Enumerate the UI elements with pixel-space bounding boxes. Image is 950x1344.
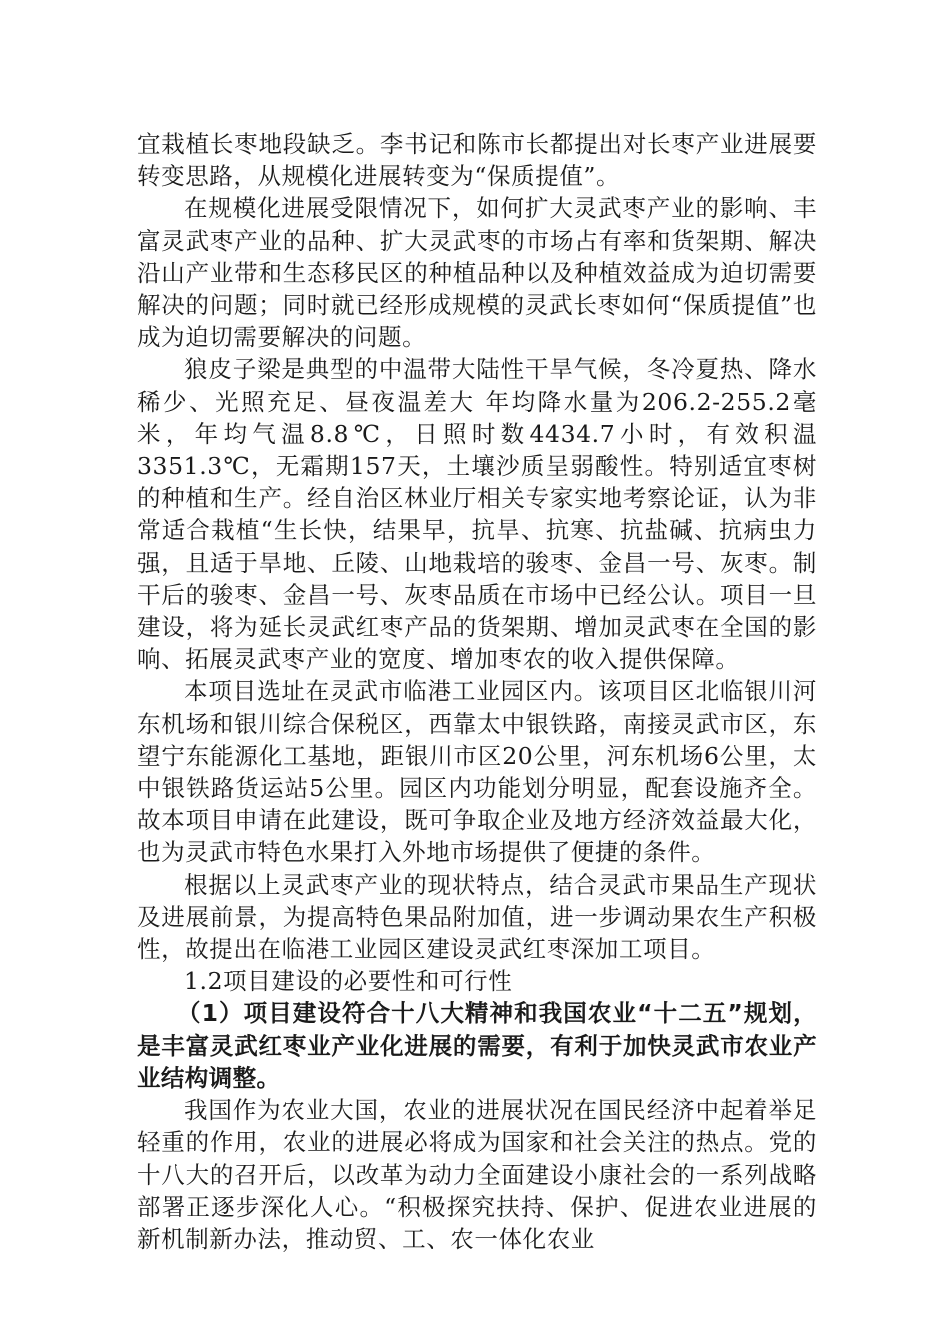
document-body <box>137 128 817 1255</box>
paragraph-development-constraints: 在规模化进展受限情况下，如何扩大灵武枣产业的影响、丰富灵武枣产业的品种、扩大灵武枣的市场占有率和货架期、解决沿山产业带和生态移民区的种植品种以及种植效益成为迫切需要解决的问题；同时就已经形成规模的灵武长枣如何“保质提值”也成为迫切需要解决的问题。 <box>137 194 817 352</box>
paragraph-project-proposal: 根据以上灵武枣产业的现状特点，结合灵武市果品生产现状及进展前景，为提高特色果品附加值，进一步调动果农生产积极性，故提出在临港工业园区建设灵武红枣深加工项目。 <box>137 870 817 964</box>
subsection-heading: （1）项目建设符合十八大精神和我国农业“十二五”规划，是丰富灵武红枣业产业化进展的需要，有利于加快灵武市农业产业结构调整。 <box>137 999 817 1092</box>
paragraph-climate-conditions: 狼皮子梁是典型的中温带大陆性干旱气候，冬冷夏热、降水稀少、光照充足、昼夜温差大 年均降水量为206.2-255.2毫米，年均气温8.8℃，日照时数4434.7小时，有效积温3351.3℃，无霜期157天，土壤沙质呈弱酸性。特别适宜枣树的种植和生产。经自治区林业厅相关专家实地考察论证，认为非常适合栽植“生长快，结果早，抗旱、抗寒、抗盐碱、抗病虫力强，且适于旱地、丘陵、山地栽培的骏枣、金昌一号、灰枣。制干后的骏枣、金昌一号、灰枣品质在市场中已经公认。项目一旦建设，将为延长灵武红枣产品的货架期、增加灵武枣在全国的影响、拓展灵武枣产业的宽度、增加枣农的收入提供保障。 <box>137 355 817 674</box>
paragraph-continuation: 宜栽植长枣地段缺乏。李书记和陈市长都提出对长枣产业进展要转变思路，从规模化进展转变为“保质提值”。 <box>137 130 817 191</box>
paragraph-agriculture-importance: 我国作为农业大国，农业的进展状况在国民经济中起着举足轻重的作用，农业的进展必将成为国家和社会关注的热点。党的十八大的召开后，以改革为动力全面建设小康社会的一系列战略部署正逐步深化人心。“积极探究扶持、保护、促进农业进展的新机制新办法，推动贸、工、农一体化农业 <box>137 1096 817 1253</box>
paragraph-project-location: 本项目选址在灵武市临港工业园区内。该项目区北临银川河东机场和银川综合保税区，西靠太中银铁路，南接灵武市区，东望宁东能源化工基地，距银川市区20公里，河东机场6公里，太中银铁路货运站5公里。园区内功能划分明显，配套设施齐全。故本项目申请在此建设，既可争取企业及地方经济效益最大化，也为灵武市特色水果打入外地市场提供了便捷的条件。 <box>137 677 817 867</box>
section-heading: 1.2项目建设的必要性和可行性 <box>184 967 513 996</box>
